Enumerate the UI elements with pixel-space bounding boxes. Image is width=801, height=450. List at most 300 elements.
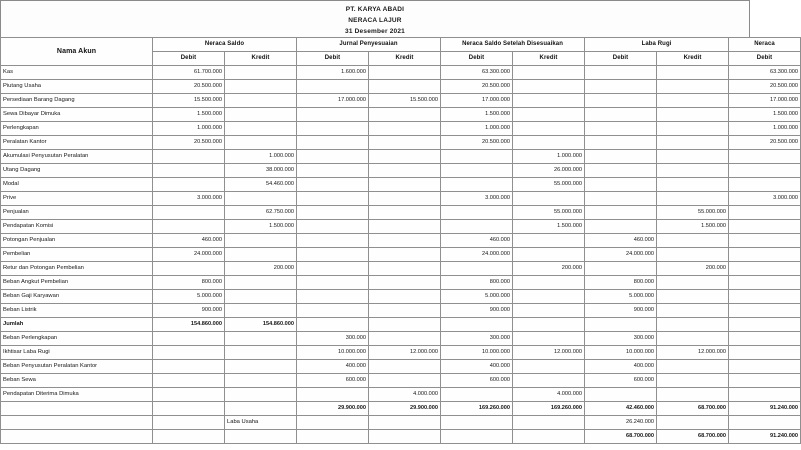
cell-nrc-debit: [729, 150, 801, 164]
cell-lr-kredit: [657, 416, 729, 430]
cell-lr-kredit: [657, 360, 729, 374]
subheader-lr-debit: Debit: [585, 52, 657, 66]
cell-ns-debit: 900.000: [153, 304, 225, 318]
cell-jp-debit: [297, 206, 369, 220]
subheader-nssd-debit: Debit: [441, 52, 513, 66]
cell-nssd-kredit: [513, 290, 585, 304]
cell-nrc-debit: [729, 276, 801, 290]
cell-nrc-debit: [729, 388, 801, 402]
cell-nssd-debit: 17.000.000: [441, 94, 513, 108]
table-row: [1, 388, 801, 402]
cell-nssd-debit: [441, 318, 513, 332]
cell-ns-kredit: [225, 276, 297, 290]
subheader-lr-kredit: Kredit: [657, 52, 729, 66]
cell-nssd-debit: 300.000: [441, 332, 513, 346]
cell-nssd-debit: [441, 206, 513, 220]
cell-account-name: Ikhtisar Laba Rugi: [1, 346, 153, 360]
cell-nrc-debit: [729, 360, 801, 374]
cell-nssd-kredit: [513, 94, 585, 108]
cell-jp-debit: [297, 318, 369, 332]
cell-lr-kredit: [657, 248, 729, 262]
cell-account-name: Beban Perlengkapan: [1, 332, 153, 346]
cell-jp-kredit: [369, 332, 441, 346]
cell-lr-debit: 24.000.000: [585, 248, 657, 262]
cell-lr-debit: [585, 80, 657, 94]
table-row: [1, 66, 801, 80]
cell-lr-debit: 900.000: [585, 304, 657, 318]
company-name: PT. KARYA ABADI: [345, 6, 405, 13]
cell-nssd-debit: 169.260.000: [441, 402, 513, 416]
cell-lr-kredit: [657, 318, 729, 332]
cell-ns-debit: [153, 388, 225, 402]
cell-jp-debit: [297, 430, 369, 444]
cell-ns-debit: 800.000: [153, 276, 225, 290]
cell-lr-debit: [585, 136, 657, 150]
cell-jp-kredit: [369, 66, 441, 80]
table-row: [1, 94, 801, 108]
cell-nssd-debit: 900.000: [441, 304, 513, 318]
cell-nrc-debit: 91.240.000: [729, 402, 801, 416]
table-row: [1, 164, 801, 178]
cell-jp-kredit: 29.900.000: [369, 402, 441, 416]
cell-ns-debit: [153, 360, 225, 374]
cell-jp-debit: [297, 290, 369, 304]
subheader-jp-kredit: Kredit: [369, 52, 441, 66]
cell-ns-debit: 61.700.000: [153, 66, 225, 80]
cell-nrc-debit: [729, 290, 801, 304]
cell-ns-debit: 15.500.000: [153, 94, 225, 108]
cell-jp-kredit: [369, 262, 441, 276]
cell-jp-kredit: [369, 304, 441, 318]
cell-nrc-debit: [729, 164, 801, 178]
cell-ns-kredit: [225, 192, 297, 206]
subheader-nrc-debit: Debit: [729, 52, 801, 66]
cell-ns-debit: [153, 220, 225, 234]
column-group-neraca: Neraca: [729, 38, 801, 52]
cell-nrc-debit: 1.500.000: [729, 108, 801, 122]
table-row: [1, 290, 801, 304]
cell-jp-kredit: [369, 318, 441, 332]
report-type: NERACA LAJUR: [348, 17, 402, 24]
cell-account-name: [1, 430, 153, 444]
cell-jp-debit: [297, 164, 369, 178]
cell-jp-kredit: 4.000.000: [369, 388, 441, 402]
cell-nssd-kredit: 55.000.000: [513, 178, 585, 192]
cell-account-name: [1, 416, 153, 430]
table-row: [1, 150, 801, 164]
cell-lr-kredit: [657, 234, 729, 248]
cell-jp-debit: 300.000: [297, 332, 369, 346]
cell-lr-debit: 600.000: [585, 374, 657, 388]
table-row: [1, 80, 801, 94]
cell-nssd-kredit: [513, 136, 585, 150]
cell-account-name: Penjualan: [1, 206, 153, 220]
table-row: [1, 248, 801, 262]
cell-nssd-kredit: [513, 276, 585, 290]
cell-ns-debit: 1.500.000: [153, 108, 225, 122]
cell-account-name: Kas: [1, 66, 153, 80]
cell-jp-debit: 600.000: [297, 374, 369, 388]
cell-account-name: Jumlah: [1, 318, 153, 332]
cell-jp-kredit: 12.000.000: [369, 346, 441, 360]
cell-ns-kredit: [225, 346, 297, 360]
cell-account-name: Perlengkapan: [1, 122, 153, 136]
cell-account-name: Pendapatan Komisi: [1, 220, 153, 234]
cell-ns-debit: 154.860.000: [153, 318, 225, 332]
cell-jp-debit: [297, 136, 369, 150]
cell-lr-debit: 460.000: [585, 234, 657, 248]
cell-jp-kredit: [369, 178, 441, 192]
cell-ns-kredit: 1.500.000: [225, 220, 297, 234]
cell-jp-kredit: [369, 416, 441, 430]
cell-lr-kredit: 68.700.000: [657, 430, 729, 444]
cell-lr-kredit: [657, 94, 729, 108]
cell-ns-kredit: [225, 360, 297, 374]
cell-ns-kredit: 62.750.000: [225, 206, 297, 220]
cell-ns-kredit: 200.000: [225, 262, 297, 276]
cell-ns-debit: 20.500.000: [153, 80, 225, 94]
cell-nrc-debit: [729, 220, 801, 234]
cell-ns-kredit: [225, 402, 297, 416]
column-group-neraca-saldo: Neraca Saldo: [153, 38, 297, 52]
cell-jp-kredit: [369, 164, 441, 178]
cell-ns-kredit: [225, 234, 297, 248]
cell-nrc-debit: [729, 416, 801, 430]
cell-nssd-kredit: [513, 430, 585, 444]
cell-ns-kredit: [225, 290, 297, 304]
cell-account-name: Beban Listrik: [1, 304, 153, 318]
cell-jp-debit: [297, 416, 369, 430]
cell-lr-debit: [585, 66, 657, 80]
table-row: [1, 332, 801, 346]
neraca-lajur-table: [0, 37, 801, 444]
table-row: [1, 192, 801, 206]
cell-lr-debit: 400.000: [585, 360, 657, 374]
table-row: [1, 304, 801, 318]
cell-lr-kredit: 12.000.000: [657, 346, 729, 360]
cell-nrc-debit: 63.300.000: [729, 66, 801, 80]
cell-nssd-debit: 1.500.000: [441, 108, 513, 122]
cell-lr-debit: 5.000.000: [585, 290, 657, 304]
cell-nssd-kredit: [513, 192, 585, 206]
cell-lr-debit: 68.700.000: [585, 430, 657, 444]
table-row: [1, 276, 801, 290]
cell-jp-debit: [297, 220, 369, 234]
cell-jp-kredit: [369, 234, 441, 248]
table-header: [1, 38, 801, 66]
cell-account-name: Beban Penyusutan Peralatan Kantor: [1, 360, 153, 374]
cell-lr-debit: 42.460.000: [585, 402, 657, 416]
cell-lr-kredit: [657, 374, 729, 388]
cell-ns-kredit: 154.860.000: [225, 318, 297, 332]
cell-nssd-debit: 5.000.000: [441, 290, 513, 304]
cell-nssd-debit: 3.000.000: [441, 192, 513, 206]
cell-jp-kredit: [369, 136, 441, 150]
cell-nssd-kredit: 4.000.000: [513, 388, 585, 402]
cell-ns-debit: [153, 262, 225, 276]
report-title-block: [0, 0, 750, 37]
cell-nssd-kredit: [513, 360, 585, 374]
table-row: [1, 122, 801, 136]
cell-lr-debit: [585, 192, 657, 206]
cell-jp-kredit: [369, 108, 441, 122]
cell-lr-kredit: [657, 332, 729, 346]
cell-nssd-debit: 63.300.000: [441, 66, 513, 80]
cell-nssd-kredit: [513, 374, 585, 388]
cell-lr-kredit: [657, 150, 729, 164]
cell-ns-debit: 1.000.000: [153, 122, 225, 136]
cell-lr-debit: [585, 318, 657, 332]
cell-lr-kredit: [657, 276, 729, 290]
cell-nssd-kredit: [513, 66, 585, 80]
cell-jp-kredit: [369, 206, 441, 220]
cell-nssd-debit: [441, 388, 513, 402]
table-row-final-totals: [1, 430, 801, 444]
cell-nssd-kredit: 1.500.000: [513, 220, 585, 234]
cell-lr-debit: 300.000: [585, 332, 657, 346]
cell-jp-kredit: [369, 122, 441, 136]
cell-ns-kredit: 38.000.000: [225, 164, 297, 178]
cell-jp-kredit: [369, 192, 441, 206]
cell-ns-debit: [153, 346, 225, 360]
cell-nrc-debit: 20.500.000: [729, 136, 801, 150]
cell-ns-debit: [153, 430, 225, 444]
cell-lr-kredit: [657, 66, 729, 80]
cell-nssd-debit: 400.000: [441, 360, 513, 374]
table-row-laba-usaha: [1, 416, 801, 430]
cell-ns-debit: [153, 164, 225, 178]
cell-nssd-debit: 800.000: [441, 276, 513, 290]
cell-laba-usaha-label: Laba Usaha: [225, 416, 297, 430]
cell-ns-kredit: [225, 332, 297, 346]
cell-jp-debit: [297, 122, 369, 136]
cell-account-name: Beban Gaji Karyawan: [1, 290, 153, 304]
cell-lr-kredit: [657, 388, 729, 402]
cell-jp-debit: [297, 150, 369, 164]
column-group-laba-rugi: Laba Rugi: [585, 38, 729, 52]
cell-jp-debit: [297, 262, 369, 276]
cell-jp-debit: [297, 234, 369, 248]
cell-nrc-debit: 3.000.000: [729, 192, 801, 206]
cell-nssd-kredit: 1.000.000: [513, 150, 585, 164]
cell-nrc-debit: [729, 262, 801, 276]
cell-lr-debit: [585, 122, 657, 136]
cell-ns-kredit: [225, 248, 297, 262]
cell-lr-kredit: [657, 136, 729, 150]
cell-nrc-debit: [729, 178, 801, 192]
cell-lr-debit: [585, 94, 657, 108]
cell-account-name: Retur dan Potongan Pembelian: [1, 262, 153, 276]
cell-jp-kredit: 15.500.000: [369, 94, 441, 108]
cell-ns-debit: [153, 402, 225, 416]
cell-lr-debit: [585, 206, 657, 220]
cell-nrc-debit: 1.000.000: [729, 122, 801, 136]
cell-lr-debit: 10.000.000: [585, 346, 657, 360]
cell-lr-kredit: 55.000.000: [657, 206, 729, 220]
cell-nssd-kredit: [513, 248, 585, 262]
table-body: [1, 66, 801, 444]
cell-ns-kredit: [225, 66, 297, 80]
cell-lr-debit: [585, 108, 657, 122]
cell-ns-kredit: 54.460.000: [225, 178, 297, 192]
cell-nssd-debit: 20.500.000: [441, 136, 513, 150]
cell-nssd-kredit: 26.000.000: [513, 164, 585, 178]
cell-jp-debit: [297, 108, 369, 122]
cell-nssd-debit: 460.000: [441, 234, 513, 248]
cell-nrc-debit: [729, 332, 801, 346]
cell-ns-debit: [153, 178, 225, 192]
cell-account-name: Beban Sewa: [1, 374, 153, 388]
cell-ns-kredit: [225, 304, 297, 318]
cell-account-name: Utang Dagang: [1, 164, 153, 178]
cell-ns-debit: 460.000: [153, 234, 225, 248]
table-row: [1, 206, 801, 220]
cell-jp-kredit: [369, 374, 441, 388]
column-header-nama-akun: Nama Akun: [1, 38, 153, 66]
cell-ns-kredit: [225, 430, 297, 444]
cell-nssd-kredit: 55.000.000: [513, 206, 585, 220]
cell-nrc-debit: 91.240.000: [729, 430, 801, 444]
cell-jp-debit: [297, 248, 369, 262]
table-row-totals: [1, 402, 801, 416]
subheader-ns-debit: Debit: [153, 52, 225, 66]
cell-lr-kredit: [657, 164, 729, 178]
cell-nssd-debit: 20.500.000: [441, 80, 513, 94]
cell-ns-debit: 24.000.000: [153, 248, 225, 262]
cell-ns-debit: 5.000.000: [153, 290, 225, 304]
cell-lr-kredit: [657, 290, 729, 304]
cell-nrc-debit: [729, 206, 801, 220]
cell-nssd-kredit: [513, 304, 585, 318]
cell-nrc-debit: 20.500.000: [729, 80, 801, 94]
cell-account-name: Prive: [1, 192, 153, 206]
table-row: [1, 234, 801, 248]
cell-ns-kredit: [225, 94, 297, 108]
cell-jp-kredit: [369, 276, 441, 290]
cell-lr-debit: [585, 262, 657, 276]
cell-lr-debit: [585, 178, 657, 192]
column-group-jurnal-penyesuaian: Jurnal Penyesuaian: [297, 38, 441, 52]
cell-jp-debit: 17.000.000: [297, 94, 369, 108]
column-group-neraca-saldo-setelah-disesuaikan: Neraca Saldo Setelah Disesuaikan: [441, 38, 585, 52]
cell-jp-kredit: [369, 150, 441, 164]
cell-lr-debit: [585, 150, 657, 164]
cell-nssd-debit: 1.000.000: [441, 122, 513, 136]
cell-nrc-debit: [729, 318, 801, 332]
cell-account-name: Akumulasi Penyusutan Peralatan: [1, 150, 153, 164]
cell-jp-debit: [297, 192, 369, 206]
table-row: [1, 178, 801, 192]
cell-lr-kredit: [657, 192, 729, 206]
cell-lr-kredit: 68.700.000: [657, 402, 729, 416]
cell-jp-debit: [297, 388, 369, 402]
cell-lr-debit: 26.240.000: [585, 416, 657, 430]
cell-lr-debit: [585, 164, 657, 178]
cell-jp-debit: 10.000.000: [297, 346, 369, 360]
cell-jp-kredit: [369, 80, 441, 94]
cell-account-name: Potongan Penjualan: [1, 234, 153, 248]
cell-nssd-debit: [441, 416, 513, 430]
cell-ns-debit: 20.500.000: [153, 136, 225, 150]
cell-ns-debit: [153, 332, 225, 346]
cell-lr-kredit: [657, 304, 729, 318]
cell-ns-kredit: [225, 108, 297, 122]
cell-nssd-debit: 600.000: [441, 374, 513, 388]
cell-lr-kredit: [657, 178, 729, 192]
cell-nrc-debit: 17.000.000: [729, 94, 801, 108]
cell-lr-kredit: [657, 80, 729, 94]
cell-ns-debit: 3.000.000: [153, 192, 225, 206]
cell-jp-kredit: [369, 360, 441, 374]
cell-nssd-kredit: [513, 416, 585, 430]
cell-nssd-kredit: [513, 332, 585, 346]
cell-jp-kredit: [369, 430, 441, 444]
cell-jp-kredit: [369, 220, 441, 234]
cell-lr-kredit: 1.500.000: [657, 220, 729, 234]
cell-nssd-debit: 24.000.000: [441, 248, 513, 262]
cell-nrc-debit: [729, 374, 801, 388]
cell-account-name: Sewa Dibayar Dimuka: [1, 108, 153, 122]
table-row: [1, 360, 801, 374]
report-period: 31 Desember 2021: [345, 28, 405, 35]
cell-jp-debit: 29.900.000: [297, 402, 369, 416]
subheader-jp-debit: Debit: [297, 52, 369, 66]
cell-account-name: Beban Angkut Pembelian: [1, 276, 153, 290]
cell-nssd-kredit: 200.000: [513, 262, 585, 276]
table-row: [1, 108, 801, 122]
cell-account-name: Pendapatan Diterima Dimuka: [1, 388, 153, 402]
cell-nrc-debit: [729, 234, 801, 248]
cell-nssd-debit: [441, 262, 513, 276]
table-row: [1, 374, 801, 388]
cell-ns-debit: [153, 206, 225, 220]
cell-lr-kredit: 200.000: [657, 262, 729, 276]
cell-ns-debit: [153, 416, 225, 430]
cell-nssd-kredit: [513, 234, 585, 248]
subheader-ns-kredit: Kredit: [225, 52, 297, 66]
cell-nssd-kredit: 169.260.000: [513, 402, 585, 416]
cell-ns-debit: [153, 374, 225, 388]
cell-lr-kredit: [657, 122, 729, 136]
cell-jp-debit: [297, 178, 369, 192]
cell-nrc-debit: [729, 346, 801, 360]
cell-nssd-debit: [441, 430, 513, 444]
cell-nssd-debit: [441, 164, 513, 178]
table-row: [1, 262, 801, 276]
cell-ns-kredit: 1.000.000: [225, 150, 297, 164]
table-row: [1, 136, 801, 150]
cell-jp-kredit: [369, 290, 441, 304]
cell-nssd-kredit: [513, 108, 585, 122]
cell-jp-kredit: [369, 248, 441, 262]
cell-jp-debit: 400.000: [297, 360, 369, 374]
cell-account-name: [1, 402, 153, 416]
cell-ns-kredit: [225, 80, 297, 94]
cell-lr-debit: [585, 388, 657, 402]
cell-ns-kredit: [225, 388, 297, 402]
cell-nssd-kredit: 12.000.000: [513, 346, 585, 360]
cell-lr-debit: 800.000: [585, 276, 657, 290]
cell-jp-debit: [297, 304, 369, 318]
cell-nssd-kredit: [513, 80, 585, 94]
table-row: [1, 318, 801, 332]
cell-ns-kredit: [225, 122, 297, 136]
cell-lr-debit: [585, 220, 657, 234]
cell-nssd-debit: [441, 220, 513, 234]
cell-nssd-kredit: [513, 122, 585, 136]
cell-ns-kredit: [225, 136, 297, 150]
cell-jp-debit: [297, 80, 369, 94]
